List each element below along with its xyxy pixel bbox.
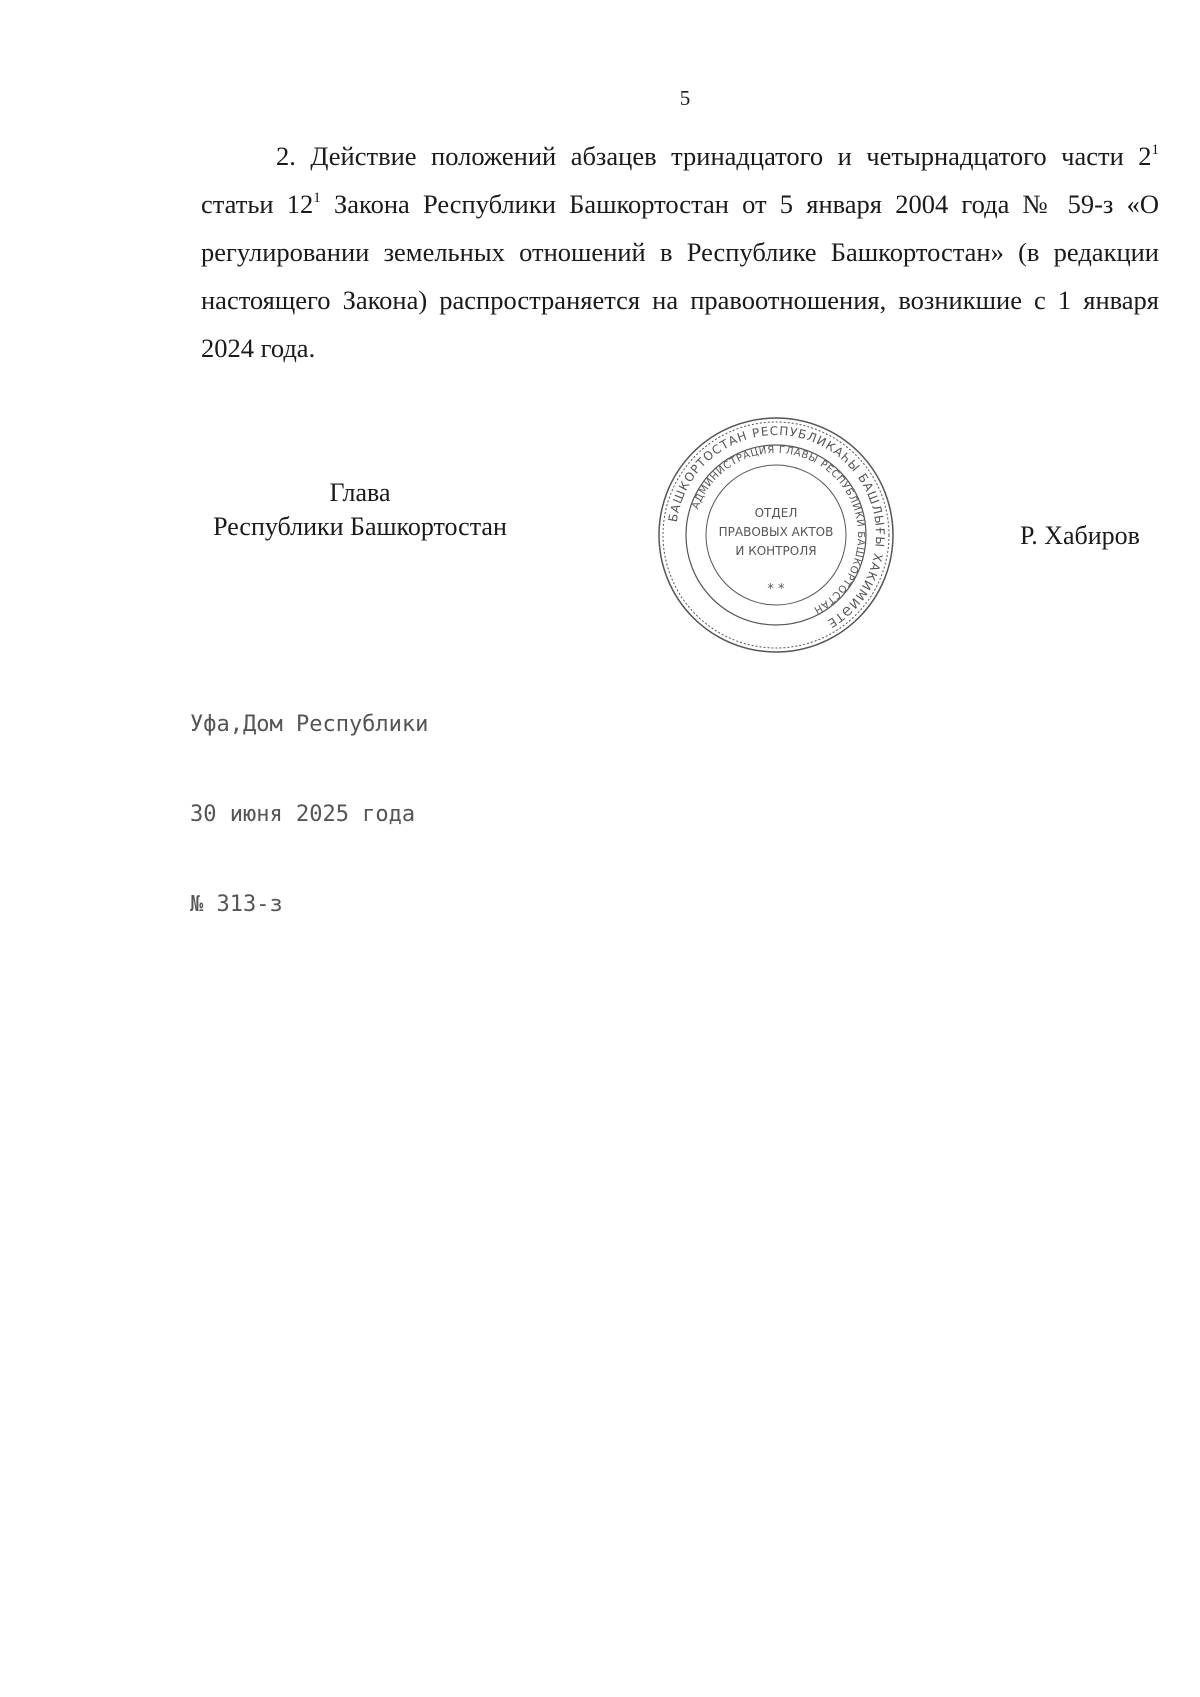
page-number: 5	[679, 86, 691, 110]
stamp-center-line-3: И КОНТРОЛЯ	[735, 544, 817, 558]
signatory-title	[190, 476, 530, 544]
law-paragraph	[201, 132, 1159, 372]
date: 30 июня 2025 года	[190, 802, 416, 827]
place-date-block	[190, 650, 428, 950]
place: Уфа,Дом Республики	[190, 712, 429, 737]
official-stamp-icon	[656, 415, 896, 655]
law-number: № 313-з	[190, 892, 283, 917]
stamp-outer-text: БАШКОРТОСТАН РЕСПУБЛИКАҺЫ БАШЛЫҒЫ ХАКИМИӘТЕ	[665, 423, 888, 631]
superscript-2: 1	[313, 190, 321, 206]
stamp-center-line-1: ОТДЕЛ	[754, 506, 798, 520]
paragraph-text-2: статьи 12	[201, 189, 314, 219]
stamp-stars: * *	[767, 582, 785, 597]
signatory-name: Р. Хабиров	[1020, 521, 1140, 550]
paragraph-text-3: Закона Республики Башкортостан от 5 января 2004 года № 59-з «О регулировании земельных отношений в Республике Башкортостан» (в редакции настоящего Закона) распространяется на правоотношения, возникшие с 1 января 2024 года.	[201, 189, 1159, 363]
superscript-1: 1	[1151, 142, 1159, 158]
stamp-inner-text: АДМИНИСТРАЦИЯ ГЛАВЫ РЕСПУБЛИКИ БАШКОРТОСТАН	[690, 444, 867, 616]
stamp-center-line-2: ПРАВОВЫХ АКТОВ	[718, 525, 834, 539]
paragraph-text-1: 2. Действие положений абзацев тринадцатого и четырнадцатого части 2	[276, 141, 1152, 171]
signatory-title-line-1: Глава	[329, 478, 391, 507]
signatory-title-line-2: Республики Башкортостан	[213, 512, 507, 541]
